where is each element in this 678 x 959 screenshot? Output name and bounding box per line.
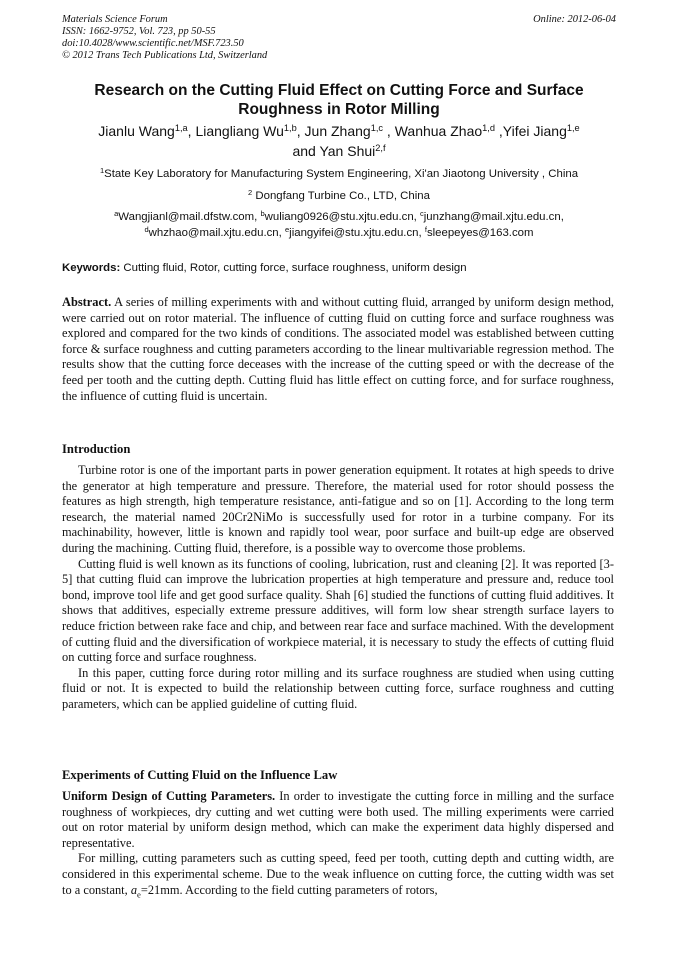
author-sup: 1,e: [566, 122, 580, 133]
paragraph: In this paper, cutting force during rotor milling and its surface roughness are studied when using cutting fluid or not. It is expected to build the relationship between cutting force, surface roughness and cutting parameters, which can be applied guideline of cutting fluid.: [62, 665, 614, 711]
paragraph: [62, 789, 614, 851]
affiliation-text: State Key Laboratory for Manufacturing System Engineering, Xi'an Jiaotong University , China: [104, 168, 579, 180]
section-heading-experiments: Experiments of Cutting Fluid on the Influence Law: [62, 768, 338, 782]
section-heading-introduction: Introduction: [62, 442, 131, 456]
author-name: Jianlu Wang: [98, 123, 175, 139]
email-link[interactable]: junzhang@mail.xjtu.edu.cn: [423, 211, 561, 223]
keywords-label: Keywords:: [62, 262, 121, 274]
paragraph-text: =21mm. According to the field cutting parameters of rotors,: [140, 882, 438, 897]
abstract-label: Abstract.: [62, 295, 112, 309]
affiliation-sup: 1: [99, 165, 105, 175]
abstract: [62, 295, 614, 404]
paragraph: Turbine rotor is one of the important parts in power generation equipment. It rotates at high speeds to drive the generator at high temperature and pressure. Therefore, the material used for rotor should possess the features as high strength, high temperature resistance, anti-fatigue and so on [1]. According to the long term research, the material named 20Cr2NiMo is successfully used for rotor in a turbine company. For its machinability, however, little is known and rapidly tool wear, poor surface and built-up edge are observed during the machining. Cutting fluid, therefore, is a possible way to overcome those problems.: [62, 463, 614, 555]
email-link[interactable]: jiangyifei@stu.xjtu.edu.cn: [289, 227, 419, 239]
introduction-body: [62, 463, 614, 713]
journal-header: [62, 14, 616, 62]
email-sup: c: [420, 208, 424, 218]
email-link[interactable]: whzhao@mail.xjtu.edu.cn: [148, 227, 279, 239]
email-sup: b: [260, 208, 265, 218]
affiliation-2: [56, 188, 622, 204]
email-list: $^a$Wangjianl@mail.dfstw.com, $^b$wuliang0926@stu.xjtu.edu.cn, $^c$junzhang@mail.xjtu.edu.cn, $^d$whzhao@mail.xjtu.edu.cn, $^e$jiangyifei@stu.xjtu.edu.cn, $^f$sleepeyes@163.com: [114, 208, 564, 239]
issn-line: ISSN: 1662-9752, Vol. 723, pp 50-55: [62, 26, 216, 37]
online-date: Online: 2012-06-04: [533, 14, 616, 25]
doi-line: doi:10.4028/www.scientific.net/MSF.723.50: [62, 38, 244, 49]
author-sup: 2,f: [375, 142, 386, 153]
author-sup: 1,d: [482, 122, 495, 133]
title-line-1: Research on the Cutting Fluid Effect on Cutting Force and Surface: [94, 82, 584, 99]
affiliation-sup: 2: [248, 187, 253, 197]
paper-title: [62, 81, 616, 119]
author-name: Liangliang Wu: [195, 123, 284, 139]
paragraph: [62, 851, 614, 898]
author-name: Yifei Jiang: [502, 123, 567, 139]
subsection-label: Uniform Design of Cutting Parameters.: [62, 789, 276, 803]
paragraph-text: For milling, cutting parameters such as cutting speed, feed per tooth, cutting depth and cutting width, are considered in this experimental scheme. Due to the weak influence on cutting force, the cutting width was set to a constant,: [62, 851, 614, 897]
paragraph: Cutting fluid is well known as its functions of cooling, lubrication, rust and cleaning [2]. It was reported [3-5] that cutting fluid can improve the lubrication properties at high temperature and pressure and, reduce tool bond, improve tool life and get good surface quality. Shah [6] studied the functions of cutting fluid additives. It shows that additives, especially extreme pressure additives, will form low shear strength surface layers to reduce friction between rake face and chip, and between rear face and surface machined. With the development of cutting fluid and the diversification of workpiece material, it is necessary to study the effects of cutting fluid on cutting force and surface roughness.: [62, 556, 614, 665]
author-name: Jun Zhang: [304, 123, 371, 139]
email-link[interactable]: wuliang0926@stu.xjtu.edu.cn: [264, 211, 414, 223]
email-sup: f: [424, 224, 427, 234]
affiliation-text: Dongfang Turbine Co., LTD, China: [252, 190, 430, 202]
author-name: Yan Shui: [319, 143, 376, 159]
paragraph-text: In order to investigate the cutting force in milling and the surface roughness of workpieces, dry cutting and wet cutting were both used. The milling experiments were carried out on rotor material by uniform design method, which can make the experiment data highly dispersed and representative.: [62, 789, 614, 850]
title-line-2: Roughness in Rotor Milling: [238, 101, 440, 118]
email-sup: d: [144, 224, 149, 234]
journal-name: Materials Science Forum: [62, 14, 168, 25]
abstract-text: A series of milling experiments with and without cutting fluid, arranged by uniform design method, were carried out on rotor material. The influence of cutting fluid on cutting force and surface roughness was explored and compared for the two kinds of conditions. The associated model was established between cutting force & surface roughness and cutting parameters according to the linear multivariable regression method. The results show that the cutting force deceases with the increase of the cutting speed or with the decrease of the feed per tooth and the cutting depth. Cutting fluid has little effect on cutting force, and for surface roughness, the influence of cutting fluid is uncertain.: [62, 295, 614, 403]
copyright-line: © 2012 Trans Tech Publications Ltd, Switzerland: [62, 50, 268, 61]
email-link[interactable]: Wangjianl@mail.dfstw.com: [118, 211, 255, 223]
author-list: Jianlu Wang$^{1,a}$, Liangliang Wu$^{1,b}$, Jun Zhang$^{1,c}$ , Wanhua Zhao$^{1,d}$ ,Yifei Jiang$^{1,e}$ and Yan Shui$^{2,f}$: [98, 122, 580, 159]
author-sup: 1,c: [370, 122, 384, 133]
author-sup: 1,a: [174, 122, 188, 133]
experiments-body: [62, 789, 614, 898]
email-sup: a: [114, 208, 119, 218]
math-subscript: e: [137, 889, 141, 900]
math-variable: a: [130, 882, 138, 897]
author-sup: 1,b: [283, 122, 297, 133]
keywords-text: Cutting fluid, Rotor, cutting force, surface roughness, uniform design: [120, 262, 467, 274]
affiliation-1: [56, 166, 622, 182]
keywords: [62, 260, 622, 276]
author-name: Wanhua Zhao: [394, 123, 483, 139]
email-link[interactable]: sleepeyes@163.com: [426, 227, 534, 239]
email-sup: e: [284, 224, 290, 234]
